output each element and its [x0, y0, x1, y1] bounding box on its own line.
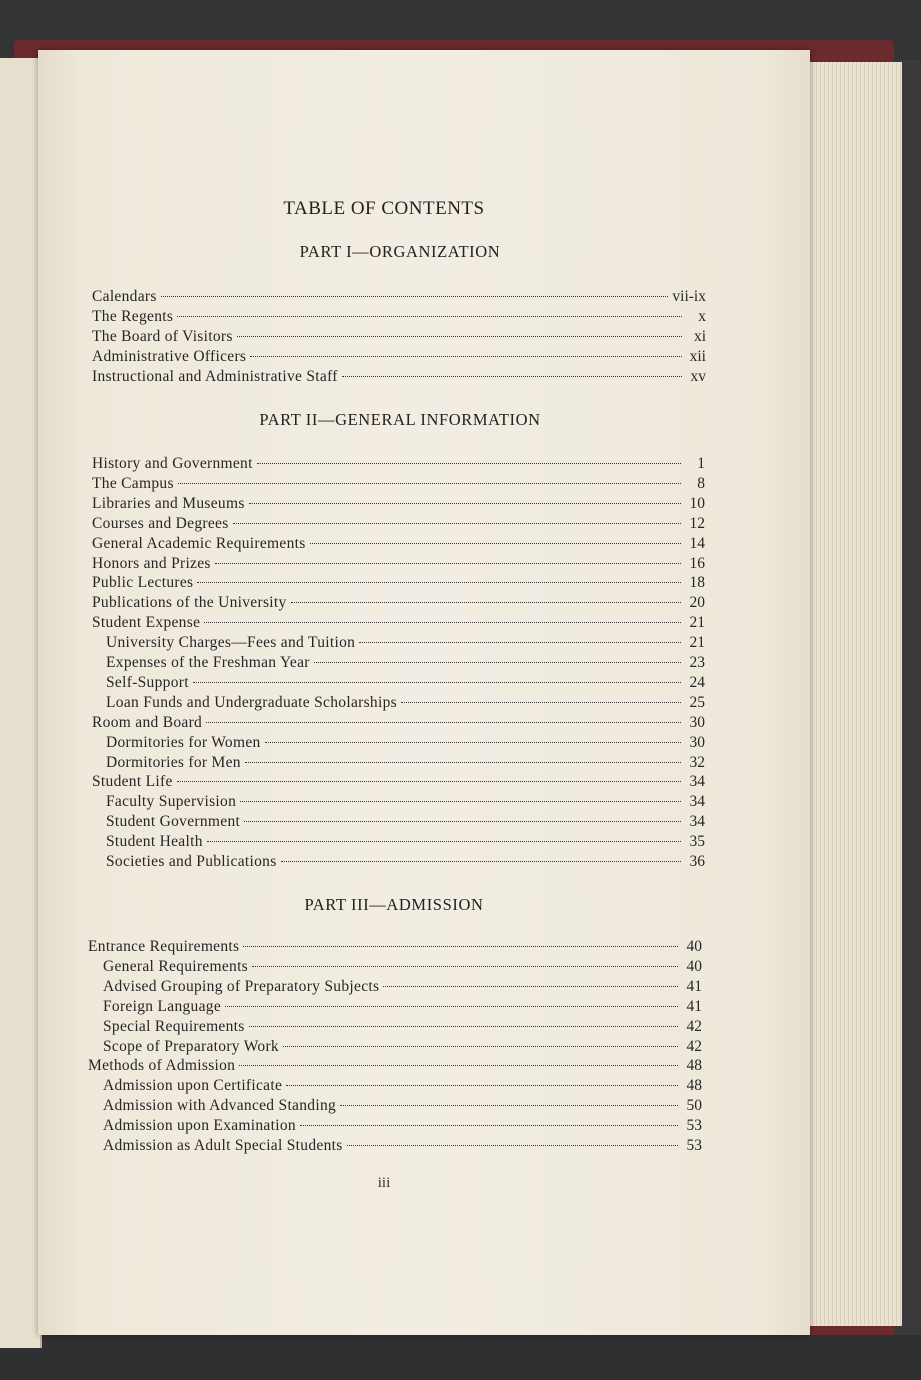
toc-entry-label: Student Life	[92, 773, 173, 791]
dot-leader	[249, 1026, 678, 1027]
toc-entry	[92, 328, 706, 348]
toc-entry	[103, 958, 702, 978]
dot-leader	[178, 483, 681, 484]
dot-leader	[359, 642, 681, 643]
toc-entry-label: Methods of Admission	[88, 1057, 236, 1075]
dot-leader	[401, 702, 681, 703]
toc-entry-page: 42	[686, 1017, 702, 1035]
toc-entry-label: Dormitories for Men	[106, 753, 241, 771]
toc-entry	[92, 288, 706, 308]
toc-entry-label: Administrative Officers	[92, 347, 247, 365]
toc-entry-label: Public Lectures	[92, 574, 194, 592]
toc-entry-page: 53	[686, 1137, 702, 1154]
toc-entry-label: Admission upon Certificate	[103, 1077, 283, 1095]
toc-entry-page: 42	[686, 1037, 702, 1055]
toc-entry-page: 34	[689, 813, 705, 831]
toc-entry	[92, 495, 705, 515]
toc-entry-label: Dormitories for Women	[106, 733, 261, 751]
left-page-edge	[0, 58, 42, 1348]
dot-leader	[193, 682, 681, 683]
book-page	[38, 50, 810, 1335]
toc-entry-page: 53	[686, 1117, 702, 1135]
dot-leader	[244, 821, 681, 822]
toc-entry-page: 32	[689, 753, 705, 771]
dot-leader	[243, 946, 678, 947]
toc-entry-label: The Campus	[92, 474, 174, 492]
toc-entry	[92, 368, 706, 388]
toc-entry-label: Special Requirements	[103, 1017, 245, 1035]
toc-entry	[103, 1077, 702, 1097]
toc-entry-label: Calendars	[92, 288, 157, 305]
toc-entry-page: 41	[686, 977, 702, 995]
toc-entry-label: Instructional and Administrative Staff	[92, 367, 338, 385]
dot-leader	[215, 563, 681, 564]
dot-leader	[240, 801, 681, 802]
toc-entry	[92, 714, 705, 734]
dot-leader	[286, 1085, 678, 1086]
toc-entry	[92, 594, 705, 614]
dot-leader	[383, 986, 678, 987]
toc-entry-page: 34	[689, 793, 705, 811]
toc-entry	[106, 694, 705, 714]
toc-entry	[92, 535, 705, 555]
dot-leader	[237, 336, 682, 337]
toc-entry-page: 8	[697, 474, 705, 492]
toc-entry	[92, 475, 705, 495]
page-number: iii	[377, 1175, 391, 1191]
toc-entry	[106, 853, 705, 873]
toc-entry	[106, 654, 705, 674]
dot-leader	[207, 841, 681, 842]
dot-leader	[310, 543, 681, 544]
toc-entry-label: The Regents	[92, 307, 174, 325]
toc-entry-page: 16	[689, 554, 705, 572]
toc-entry-page: 21	[689, 634, 705, 652]
dot-leader	[265, 742, 681, 743]
dot-leader	[291, 602, 681, 603]
toc-entry	[103, 998, 702, 1018]
toc-entry	[92, 555, 705, 575]
dot-leader	[233, 523, 681, 524]
toc-entry	[103, 1137, 702, 1157]
dot-leader	[177, 781, 681, 782]
dot-leader	[197, 582, 681, 583]
toc-entry	[106, 634, 705, 654]
toc-entry	[103, 1018, 702, 1038]
dot-leader	[239, 1065, 678, 1066]
toc-entry-label: Advised Grouping of Preparatory Subjects	[103, 977, 380, 995]
toc-entry-page: xii	[689, 347, 706, 365]
toc-entry-page: 34	[689, 773, 705, 791]
toc-entry	[106, 674, 705, 694]
toc-entry-label: Admission with Advanced Standing	[103, 1097, 337, 1115]
dot-leader	[281, 861, 681, 862]
toc-entry-label: Student Health	[106, 833, 203, 851]
dot-leader	[161, 296, 669, 297]
toc-entry-label: Expenses of the Freshman Year	[106, 654, 310, 671]
toc-entry-label: Courses and Degrees	[92, 514, 229, 532]
dot-leader	[177, 316, 682, 317]
toc-entry-label: Room and Board	[92, 713, 203, 731]
toc-entry-page: 10	[689, 494, 705, 512]
toc-entry	[103, 978, 702, 998]
dot-leader	[204, 622, 681, 623]
toc-entry	[88, 1057, 702, 1077]
toc-entry-page: 24	[689, 673, 705, 691]
toc-entry-label: University Charges—Fees and Tuition	[106, 634, 356, 652]
toc-entry	[103, 1038, 702, 1058]
toc-entry-label: Honors and Prizes	[92, 554, 211, 572]
toc-entry-page: 14	[689, 534, 705, 552]
toc-entry	[92, 308, 706, 328]
toc-entry-page: x	[698, 307, 706, 325]
toc-entry	[103, 1097, 702, 1117]
toc-entry-label: General Requirements	[103, 957, 249, 975]
toc-entry-page: xv	[690, 367, 706, 385]
toc-entry-page: 23	[689, 654, 705, 671]
toc-entry	[92, 515, 705, 535]
toc-entry-label: Student Government	[106, 813, 241, 831]
toc-entry-page: 36	[689, 853, 705, 870]
toc-entry-page: 40	[686, 957, 702, 975]
toc-entry-page: 48	[686, 1057, 702, 1075]
toc-entry	[106, 734, 705, 754]
toc-entry-page: 21	[689, 614, 705, 632]
toc-entry-label: Student Expense	[92, 614, 201, 632]
background-bottom	[0, 1335, 921, 1380]
toc-entry-label: Foreign Language	[103, 997, 221, 1015]
dot-leader	[225, 1006, 678, 1007]
toc-entry-page: 40	[686, 938, 702, 955]
toc-entry	[106, 793, 705, 813]
toc-entry-page: 30	[689, 713, 705, 731]
dot-leader	[340, 1105, 678, 1106]
toc-entry-page: 25	[689, 693, 705, 711]
toc-entry-label: General Academic Requirements	[92, 534, 306, 552]
dot-leader	[252, 966, 678, 967]
toc-entry	[92, 614, 705, 634]
toc-entry-page: xi	[693, 327, 706, 345]
toc-entry-label: Entrance Requirements	[88, 938, 240, 955]
toc-entry-label: History and Government	[92, 455, 253, 472]
toc-entry-page: 1	[697, 455, 705, 472]
toc-entry	[92, 455, 705, 475]
part-heading: PART III—ADMISSION	[304, 895, 484, 914]
toc-entry-page: 20	[689, 594, 705, 612]
toc-entry-label: Loan Funds and Undergraduate Scholarships	[106, 693, 397, 711]
toc-entry	[88, 938, 702, 958]
dot-leader	[245, 762, 681, 763]
toc-entry-label: Faculty Supervision	[106, 793, 237, 811]
toc-entry-label: Publications of the University	[92, 594, 287, 612]
toc-entry	[106, 813, 705, 833]
toc-entry-page: 41	[686, 997, 702, 1015]
toc-entry	[92, 773, 705, 793]
dot-leader	[283, 1046, 678, 1047]
toc-entry-page: 35	[689, 833, 705, 851]
toc-entry-page: 12	[689, 514, 705, 532]
toc-entry-label: Self-Support	[106, 673, 189, 691]
toc-entry-page: 48	[686, 1077, 702, 1095]
dot-leader	[250, 356, 682, 357]
part-heading: PART I—ORGANIZATION	[299, 242, 501, 261]
page-stack-edge	[808, 62, 902, 1326]
dot-leader	[314, 662, 681, 663]
toc-entry-page: vii-ix	[672, 288, 706, 305]
toc-entry	[92, 348, 706, 368]
toc-entry	[103, 1117, 702, 1137]
toc-entry-label: Societies and Publications	[106, 853, 277, 870]
dot-leader	[257, 463, 681, 464]
toc-entry-page: 50	[686, 1097, 702, 1115]
toc-entry-page: 30	[689, 733, 705, 751]
toc-entry-label: Scope of Preparatory Work	[103, 1037, 279, 1055]
toc-entry-label: Admission as Adult Special Students	[103, 1137, 343, 1154]
toc-entry	[92, 574, 705, 594]
dot-leader	[249, 503, 681, 504]
dot-leader	[347, 1145, 678, 1146]
dot-leader	[206, 722, 681, 723]
dot-leader	[342, 376, 682, 377]
toc-entry-label: Libraries and Museums	[92, 494, 245, 512]
toc-entry-label: The Board of Visitors	[92, 327, 233, 345]
dot-leader	[300, 1125, 678, 1126]
toc-entry-page: 18	[689, 574, 705, 592]
part-heading: PART II—GENERAL INFORMATION	[259, 410, 541, 429]
toc-entry-label: Admission upon Examination	[103, 1117, 296, 1135]
toc-entry	[106, 833, 705, 853]
page-title: TABLE OF CONTENTS	[283, 198, 485, 219]
toc-entry	[106, 754, 705, 774]
